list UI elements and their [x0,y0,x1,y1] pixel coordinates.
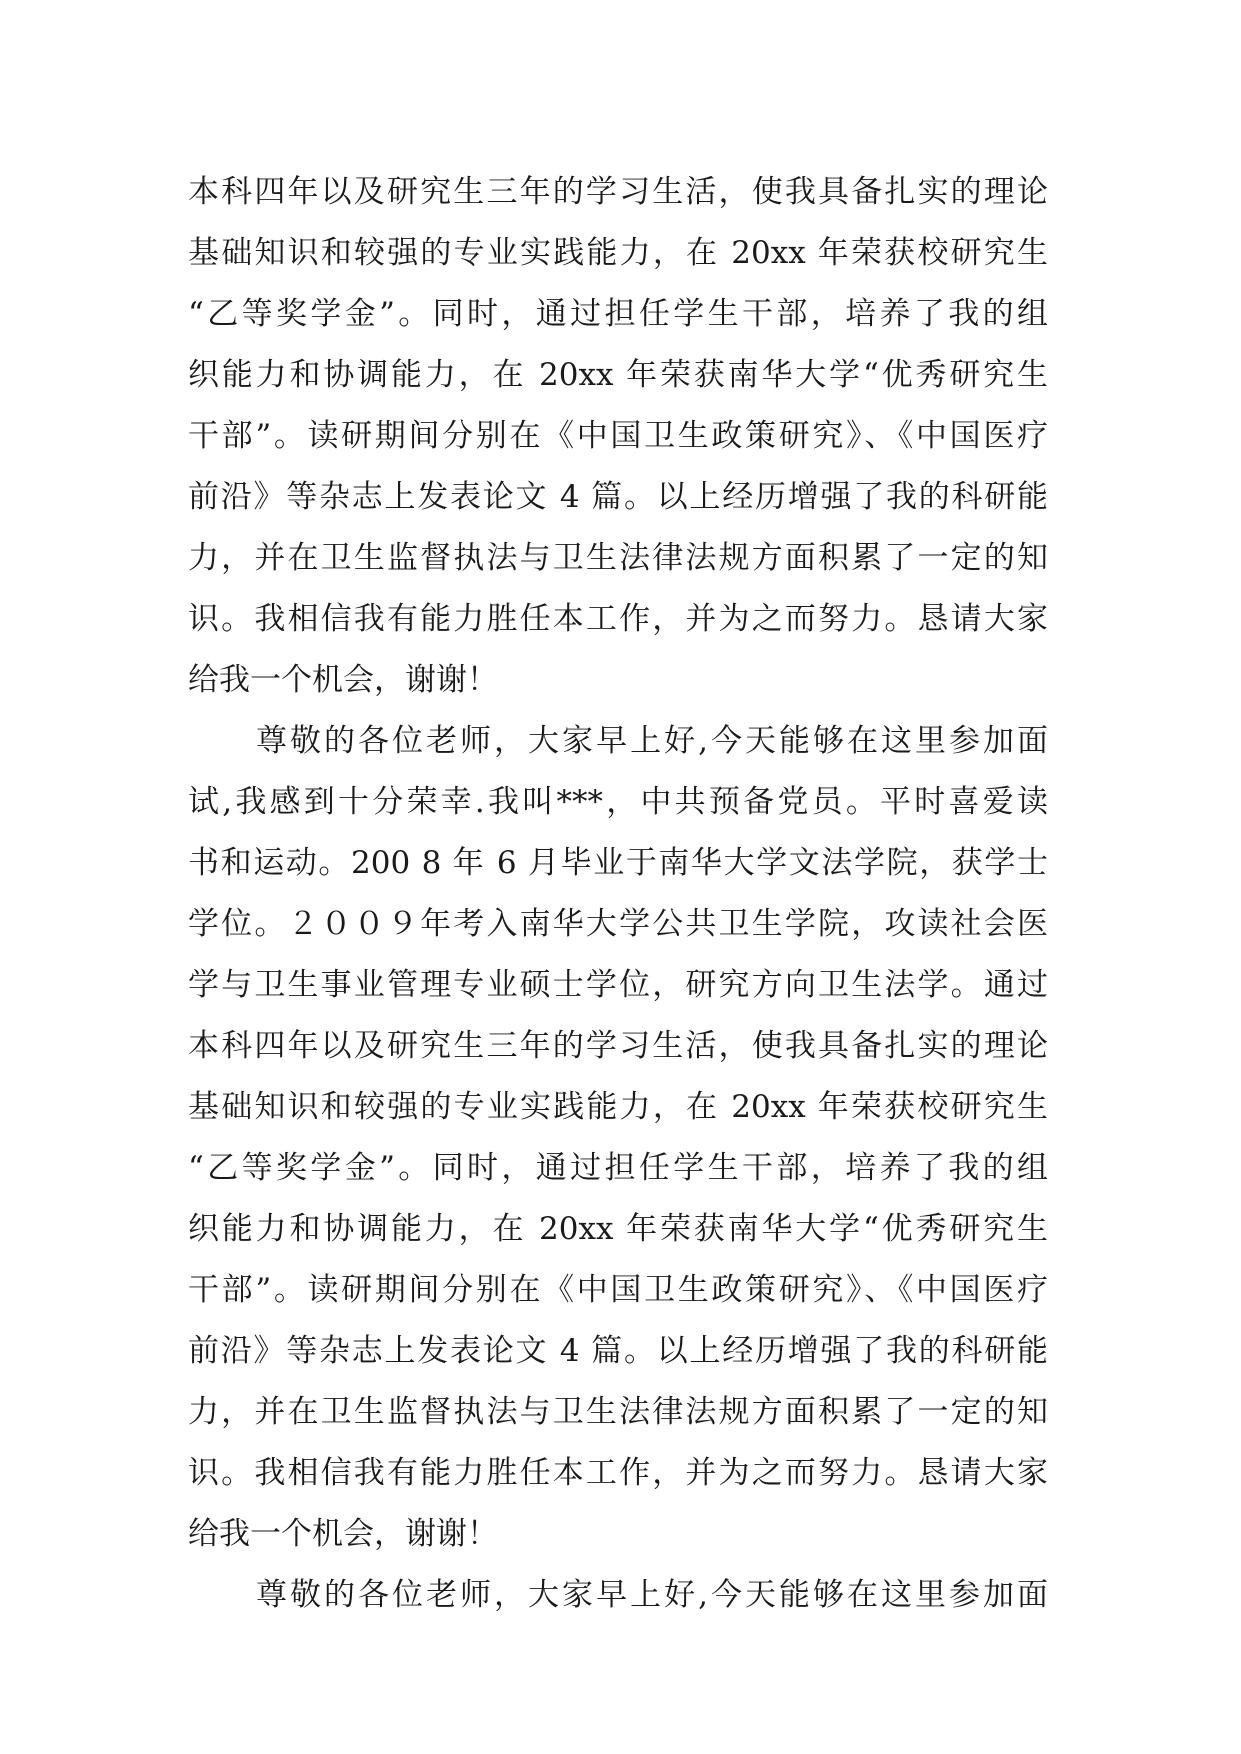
text-line: “乙等奖学金”。同时，通过担任学生干部，培养了我的组 [188,1150,1048,1186]
text-line: 干部”。读研期间分别在《中国卫生政策研究》、《中国医疗 [188,418,1048,454]
text-line: 试,我感到十分荣幸.我叫***，中共预备党员。平时喜爱读 [188,784,1048,820]
text-line: 力，并在卫生监督执法与卫生法律法规方面积累了一定的知 [188,540,1048,576]
document-body [188,162,1048,1626]
text-line: 学与卫生事业管理专业硕士学位，研究方向卫生法学。通过 [188,967,1048,1003]
text-line: 力，并在卫生监督执法与卫生法律法规方面积累了一定的知 [188,1394,1048,1430]
text-line: 尊敬的各位老师，大家早上好,今天能够在这里参加面 [188,1577,1048,1613]
text-line: 基础知识和较强的专业实践能力，在 20xx 年荣获校研究生 [188,1089,1048,1125]
text-line: 书和运动。200 8 年 6 月毕业于南华大学文法学院，获学士 [188,845,1048,881]
text-line: 给我一个机会，谢谢！ [188,1516,498,1552]
text-line: 尊敬的各位老师，大家早上好,今天能够在这里参加面 [188,723,1048,759]
text-line: 干部”。读研期间分别在《中国卫生政策研究》、《中国医疗 [188,1272,1048,1308]
text-line: 识。我相信我有能力胜任本工作，并为之而努力。恳请大家 [188,1455,1048,1491]
text-line: 学位。２００９年考入南华大学公共卫生学院，攻读社会医 [188,906,1048,942]
text-line: 前沿》等杂志上发表论文 4 篇。以上经历增强了我的科研能 [188,1333,1048,1369]
text-line: 基础知识和较强的专业实践能力，在 20xx 年荣获校研究生 [188,235,1048,271]
text-line: 前沿》等杂志上发表论文 4 篇。以上经历增强了我的科研能 [188,479,1048,515]
text-line: 识。我相信我有能力胜任本工作，并为之而努力。恳请大家 [188,601,1048,637]
text-line: 给我一个机会，谢谢！ [188,662,498,698]
text-line: “乙等奖学金”。同时，通过担任学生干部，培养了我的组 [188,296,1048,332]
text-line: 本科四年以及研究生三年的学习生活，使我具备扎实的理论 [188,1028,1048,1064]
text-line: 本科四年以及研究生三年的学习生活，使我具备扎实的理论 [188,174,1048,210]
text-line: 织能力和协调能力，在 20xx 年荣获南华大学“优秀研究生 [188,1211,1048,1247]
text-line: 织能力和协调能力，在 20xx 年荣获南华大学“优秀研究生 [188,357,1048,393]
